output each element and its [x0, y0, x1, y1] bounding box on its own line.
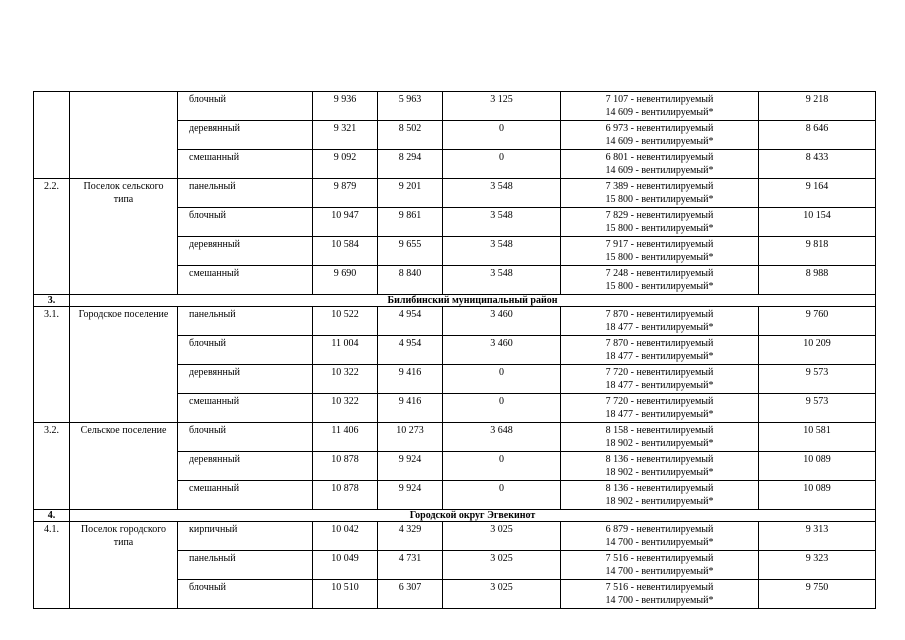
non-ventilated-value: 6 973 - невентилируемый — [605, 123, 714, 134]
value-2: 9 416 — [378, 365, 443, 394]
wall-material: смешанный — [178, 150, 313, 179]
non-ventilated-value: 6 879 - невентилируемый — [605, 524, 714, 535]
value-3: 0 — [443, 150, 561, 179]
value-1: 10 322 — [313, 394, 378, 423]
section-title: Городской округ Эгвекинот — [70, 510, 876, 522]
wall-material: панельный — [178, 179, 313, 208]
table-body — [34, 92, 876, 609]
wall-material: блочный — [178, 336, 313, 365]
value-1: 10 042 — [313, 522, 378, 551]
table-row — [34, 179, 876, 208]
wall-material: смешанный — [178, 481, 313, 510]
ventilated-value: 18 902 - вентилируемый* — [605, 467, 714, 478]
section-number: 3. — [34, 295, 70, 307]
wall-material: смешанный — [178, 266, 313, 295]
value-1: 10 049 — [313, 551, 378, 580]
value-5: 9 760 — [759, 307, 876, 336]
settlement-type: Поселок городского типа — [70, 522, 178, 609]
wall-material: деревянный — [178, 121, 313, 150]
settlement-type: Городское поселение — [70, 307, 178, 423]
ventilated-value: 18 477 - вентилируемый* — [605, 409, 714, 420]
ventilated-value: 15 800 - вентилируемый* — [605, 252, 714, 263]
non-ventilated-value: 7 870 - невентилируемый — [605, 338, 714, 349]
value-1: 9 936 — [313, 92, 378, 121]
ventilation-values — [561, 551, 759, 580]
value-2: 5 963 — [378, 92, 443, 121]
section-row — [34, 295, 876, 307]
ventilated-value: 18 477 - вентилируемый* — [605, 351, 714, 362]
value-3: 3 460 — [443, 307, 561, 336]
wall-material: смешанный — [178, 394, 313, 423]
value-5: 8 646 — [759, 121, 876, 150]
value-1: 10 947 — [313, 208, 378, 237]
non-ventilated-value: 7 720 - невентилируемый — [605, 367, 714, 378]
value-1: 10 522 — [313, 307, 378, 336]
value-2: 4 954 — [378, 307, 443, 336]
ventilation-values — [561, 92, 759, 121]
non-ventilated-value: 7 516 - невентилируемый — [605, 553, 714, 564]
value-2: 4 954 — [378, 336, 443, 365]
table-row — [34, 307, 876, 336]
value-3: 0 — [443, 121, 561, 150]
ventilated-value: 14 700 - вентилируемый* — [605, 595, 714, 606]
ventilation-values — [561, 452, 759, 481]
ventilation-values — [561, 580, 759, 609]
ventilated-value: 14 700 - вентилируемый* — [605, 566, 714, 577]
value-3: 0 — [443, 394, 561, 423]
non-ventilated-value: 7 389 - невентилируемый — [605, 181, 714, 192]
ventilated-value: 15 800 - вентилируемый* — [605, 194, 714, 205]
wall-material: блочный — [178, 423, 313, 452]
ventilation-values — [561, 208, 759, 237]
non-ventilated-value: 7 107 - невентилируемый — [605, 94, 714, 105]
wall-material: кирпичный — [178, 522, 313, 551]
non-ventilated-value: 7 829 - невентилируемый — [605, 210, 714, 221]
value-3: 3 548 — [443, 237, 561, 266]
section-number: 4. — [34, 510, 70, 522]
value-2: 9 924 — [378, 452, 443, 481]
ventilation-values — [561, 266, 759, 295]
section-row — [34, 510, 876, 522]
wall-material: блочный — [178, 92, 313, 121]
wall-material: деревянный — [178, 452, 313, 481]
value-2: 9 924 — [378, 481, 443, 510]
ventilation-values — [561, 481, 759, 510]
ventilation-values — [561, 336, 759, 365]
value-3: 0 — [443, 365, 561, 394]
value-2: 6 307 — [378, 580, 443, 609]
row-number: 3.2. — [34, 423, 70, 510]
ventilated-value: 15 800 - вентилируемый* — [605, 223, 714, 234]
value-3: 3 025 — [443, 551, 561, 580]
value-1: 11 004 — [313, 336, 378, 365]
non-ventilated-value: 7 720 - невентилируемый — [605, 396, 714, 407]
section-title: Билибинский муниципальный район — [70, 295, 876, 307]
value-3: 3 460 — [443, 336, 561, 365]
table-row — [34, 423, 876, 452]
value-1: 9 321 — [313, 121, 378, 150]
tariff-table — [33, 91, 876, 609]
value-2: 4 731 — [378, 551, 443, 580]
wall-material: панельный — [178, 307, 313, 336]
value-3: 3 025 — [443, 522, 561, 551]
non-ventilated-value: 7 248 - невентилируемый — [605, 268, 714, 279]
value-5: 8 433 — [759, 150, 876, 179]
value-2: 8 294 — [378, 150, 443, 179]
value-5: 9 164 — [759, 179, 876, 208]
wall-material: блочный — [178, 580, 313, 609]
value-2: 9 655 — [378, 237, 443, 266]
value-3: 3 548 — [443, 266, 561, 295]
ventilated-value: 14 609 - вентилируемый* — [605, 136, 714, 147]
wall-material: деревянный — [178, 365, 313, 394]
ventilation-values — [561, 121, 759, 150]
ventilation-values — [561, 423, 759, 452]
value-2: 8 840 — [378, 266, 443, 295]
ventilation-values — [561, 394, 759, 423]
non-ventilated-value: 8 158 - невентилируемый — [605, 425, 714, 436]
value-3: 0 — [443, 481, 561, 510]
value-5: 9 818 — [759, 237, 876, 266]
value-5: 9 573 — [759, 394, 876, 423]
value-2: 9 416 — [378, 394, 443, 423]
value-2: 4 329 — [378, 522, 443, 551]
value-2: 9 201 — [378, 179, 443, 208]
ventilation-values — [561, 179, 759, 208]
row-number: 2.2. — [34, 179, 70, 295]
ventilation-values — [561, 522, 759, 551]
ventilated-value: 18 902 - вентилируемый* — [605, 438, 714, 449]
row-number: 4.1. — [34, 522, 70, 609]
value-1: 9 879 — [313, 179, 378, 208]
row-number: 3.1. — [34, 307, 70, 423]
ventilation-values — [561, 307, 759, 336]
value-2: 10 273 — [378, 423, 443, 452]
value-1: 9 690 — [313, 266, 378, 295]
value-3: 3 548 — [443, 208, 561, 237]
non-ventilated-value: 7 516 - невентилируемый — [605, 582, 714, 593]
ventilated-value: 15 800 - вентилируемый* — [605, 281, 714, 292]
value-5: 9 573 — [759, 365, 876, 394]
ventilated-value: 14 609 - вентилируемый* — [605, 165, 714, 176]
ventilated-value: 18 902 - вентилируемый* — [605, 496, 714, 507]
value-3: 0 — [443, 452, 561, 481]
value-5: 10 154 — [759, 208, 876, 237]
non-ventilated-value: 8 136 - невентилируемый — [605, 454, 714, 465]
value-5: 9 323 — [759, 551, 876, 580]
value-1: 10 322 — [313, 365, 378, 394]
ventilation-values — [561, 237, 759, 266]
ventilated-value: 14 609 - вентилируемый* — [605, 107, 714, 118]
non-ventilated-value: 8 136 - невентилируемый — [605, 483, 714, 494]
value-1: 11 406 — [313, 423, 378, 452]
value-1: 10 510 — [313, 580, 378, 609]
wall-material: панельный — [178, 551, 313, 580]
value-3: 3 025 — [443, 580, 561, 609]
value-1: 10 878 — [313, 452, 378, 481]
value-5: 9 750 — [759, 580, 876, 609]
non-ventilated-value: 7 917 - невентилируемый — [605, 239, 714, 250]
value-3: 3 125 — [443, 92, 561, 121]
table-row — [34, 92, 876, 121]
settlement-type — [70, 92, 178, 179]
wall-material: деревянный — [178, 237, 313, 266]
value-3: 3 648 — [443, 423, 561, 452]
ventilation-values — [561, 150, 759, 179]
value-5: 10 089 — [759, 481, 876, 510]
wall-material: блочный — [178, 208, 313, 237]
ventilated-value: 14 700 - вентилируемый* — [605, 537, 714, 548]
non-ventilated-value: 7 870 - невентилируемый — [605, 309, 714, 320]
value-5: 10 209 — [759, 336, 876, 365]
ventilated-value: 18 477 - вентилируемый* — [605, 322, 714, 333]
value-5: 9 313 — [759, 522, 876, 551]
ventilated-value: 18 477 - вентилируемый* — [605, 380, 714, 391]
value-5: 10 581 — [759, 423, 876, 452]
non-ventilated-value: 6 801 - невентилируемый — [605, 152, 714, 163]
value-5: 8 988 — [759, 266, 876, 295]
value-2: 9 861 — [378, 208, 443, 237]
value-1: 9 092 — [313, 150, 378, 179]
ventilation-values — [561, 365, 759, 394]
value-5: 9 218 — [759, 92, 876, 121]
value-5: 10 089 — [759, 452, 876, 481]
settlement-type: Поселок сельского типа — [70, 179, 178, 295]
value-3: 3 548 — [443, 179, 561, 208]
table-row — [34, 522, 876, 551]
value-1: 10 878 — [313, 481, 378, 510]
row-number — [34, 92, 70, 179]
value-2: 8 502 — [378, 121, 443, 150]
settlement-type: Сельское поселение — [70, 423, 178, 510]
value-1: 10 584 — [313, 237, 378, 266]
